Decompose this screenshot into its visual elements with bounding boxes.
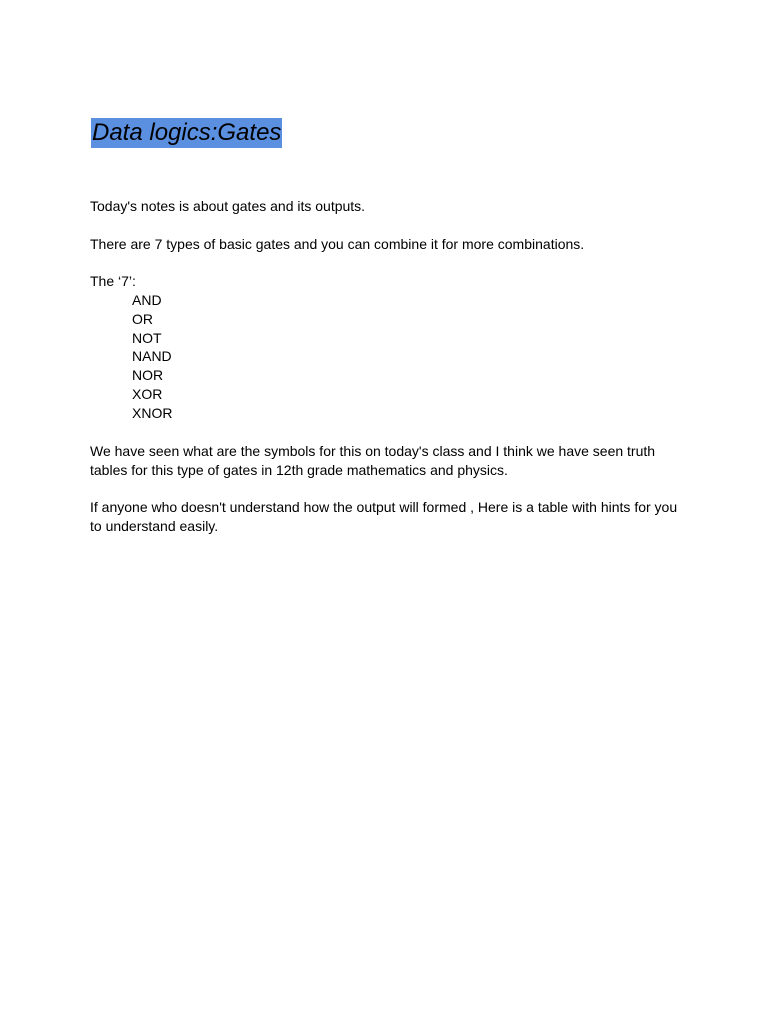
list-item: XOR: [132, 385, 163, 402]
gate-list: [132, 291, 172, 423]
list-item: XNOR: [132, 404, 173, 421]
list-item: AND: [132, 292, 162, 308]
list-item: NAND: [132, 348, 172, 365]
list-item: NOT: [132, 329, 162, 346]
hint-paragraph: If anyone who doesn't understand how the output will formed , Here is a table with hints for you to understand easily.: [90, 499, 678, 534]
list-item: NOR: [132, 367, 164, 384]
title-highlight: Data logics:Gates: [92, 119, 282, 146]
seven-label: The ‘7’:: [90, 273, 136, 289]
intro-paragraph: Today's notes is about gates and its outputs.: [90, 198, 366, 214]
gate-types-paragraph: There are 7 types of basic gates and you can combine it for more combinations.: [90, 236, 585, 252]
page-title: [90, 117, 283, 149]
symbols-paragraph: We have seen what are the symbols for this on today's class and I think we have seen truth tables for this type of gates in 12th grade mathematics and physics.: [90, 443, 656, 478]
list-item: OR: [132, 310, 153, 327]
